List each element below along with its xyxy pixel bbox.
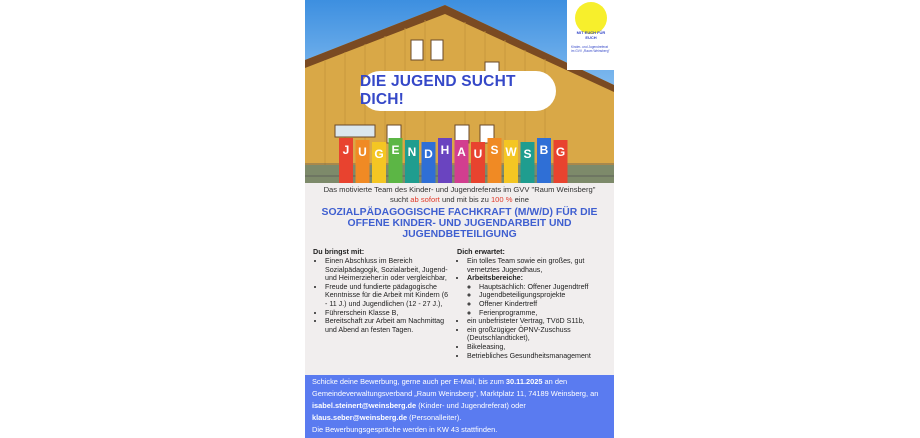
svg-text:G: G	[555, 145, 566, 159]
list-item: • ein unbefristeter Vertrag, TVöD S11b,	[467, 317, 611, 326]
svg-text:U: U	[473, 147, 483, 161]
svg-text:S: S	[523, 147, 532, 161]
work-areas-label: Arbeitsbereiche:	[467, 274, 523, 283]
sign-letter	[537, 138, 551, 183]
job-flyer	[305, 0, 614, 438]
email-link-seber[interactable]: klaus.seber@weinsberg.de	[312, 413, 408, 422]
sign-letter	[356, 140, 370, 183]
list-item: ◦ Ferienprogramme,	[479, 309, 611, 318]
list-item: • Ein tolles Team sowie ein großes, gut vernetztes Jugendhaus,	[467, 257, 611, 274]
headline-banner: DIE JUGEND SUCHT DICH!	[360, 71, 556, 111]
svg-text:U: U	[358, 145, 367, 159]
list-item: • Führerschein Klasse B,	[325, 309, 449, 318]
interview-note: Die Bewerbungsgespräche werden in KW 43 stattfinden.	[312, 425, 498, 434]
svg-text:S: S	[490, 143, 499, 157]
list-item: • ein großzügiger ÖPNV-Zuschuss (Deutschlandticket),	[467, 326, 611, 343]
list-item: • Bikeleasing,	[467, 343, 611, 352]
application-footer: Schicke deine Bewerbung, gerne auch per E-Mail, bis zum 30.11.2025 an den Gemeindeverwaltungsverband „Raum Weinsberg“, Marktplatz 11, 74189 Weinsberg, an isabel.steinert@weinsberg.de (Kinder- und Jugendreferat) oder klaus.seber@weinsberg.de (Personalleiter). Die Bewerbungsgespräche werden in KW 43 stattfinden.	[305, 375, 614, 438]
svg-text:B: B	[539, 143, 549, 157]
svg-text:A: A	[457, 145, 466, 159]
list-item: ◦ Offener Kindertreff	[479, 300, 611, 309]
list-item: • Bereitschaft zur Arbeit am Nachmittag und Abend an festen Tagen.	[325, 317, 449, 334]
list-item	[467, 274, 611, 317]
svg-text:N: N	[407, 145, 417, 159]
sign-letter	[554, 140, 568, 183]
sign-letter	[471, 142, 485, 183]
svg-text:D: D	[424, 147, 433, 161]
logo-subtext: Kinder- und Jugendreferat im GVV „Raum Weinsberg"	[571, 45, 610, 53]
percentage-highlight: 100 %	[490, 194, 513, 204]
sign-letter	[389, 138, 403, 183]
youth-house-photo	[305, 0, 614, 183]
requirements-heading: Du bringst mit:	[313, 247, 365, 256]
benefits-heading: Dich erwartet:	[457, 247, 505, 256]
sign-letter	[422, 142, 436, 183]
sign-letter	[339, 138, 353, 183]
sign-letter	[521, 142, 535, 183]
sign-letter	[455, 140, 469, 183]
sign-letter	[372, 142, 386, 183]
list-item: • Freude und fundierte pädagogische Kenntnisse für die Arbeit mit Kindern (6 - 11 J.) und Jugendlichen (12 - 27 J.),	[325, 283, 449, 309]
list-item: ◦ Jugendbeteiligungsprojekte	[479, 291, 611, 300]
svg-text:H: H	[440, 143, 450, 157]
intro-text: Das motivierte Team des Kinder- und Jugendreferats im GVV "Raum Weinsberg" sucht ab sofort und mit bis zu 100 % eine	[323, 185, 596, 204]
svg-text:E: E	[391, 143, 400, 157]
sign-letter	[504, 140, 518, 183]
svg-text:J: J	[342, 143, 350, 157]
list-item: • Betriebliches Gesundheitsmanagement	[467, 352, 611, 361]
sign-letter	[405, 140, 419, 183]
sign-letter	[488, 138, 502, 183]
sign-letter	[438, 138, 452, 183]
benefits-list	[455, 257, 611, 360]
requirements-list	[313, 257, 449, 334]
list-item: • Einen Abschluss im Bereich Sozialpädagogik, Sozialarbeit, Jugend- und Heimerzieher:in oder vergleichbar,	[325, 257, 449, 283]
svg-text:G: G	[374, 147, 384, 161]
list-item: ◦ Hauptsächlich: Offener Jugendtreff	[479, 283, 611, 292]
job-title: SOZIALPÄDAGOGISCHE FACHKRAFT (M/W/D) FÜR DIE OFFENE KINDER- UND JUGENDARBEIT UND JUGENDBETEILIGUNG	[321, 207, 598, 240]
jugendhaus-sign	[305, 0, 614, 183]
deadline: 30.11.2025	[505, 377, 543, 386]
start-date-highlight: ab sofort	[410, 194, 440, 204]
logo-arc-text: MIT EUCH FÜR EUCH	[576, 30, 606, 40]
svg-text:W: W	[505, 145, 517, 159]
email-link-steinert[interactable]: isabel.steinert@weinsberg.de	[312, 401, 417, 410]
